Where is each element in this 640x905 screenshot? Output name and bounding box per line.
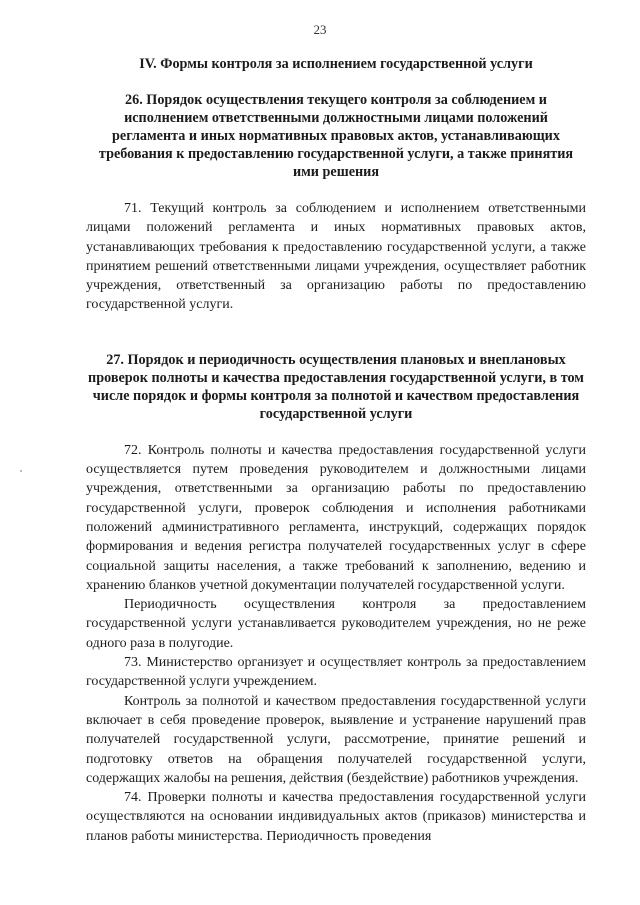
page-number: 23 bbox=[313, 22, 327, 37]
section-title: IV. Формы контроля за исполнением государственной услуги bbox=[139, 56, 533, 72]
paragraph-74: 74. Проверки полноты и качества предоставления государственной услуги осуществляются на основании индивидуальных актов (приказов) министерства и планов работы министерства. Периодичность проведения bbox=[86, 790, 586, 844]
subsection-heading-26: 26. Порядок осуществления текущего контроля за соблюдением и исполнением ответственными должностными лицами положений регламента и иных нормативных правовых актов, устанавливающих требования к предоставлению государственной услуги, а также принятия ими решения bbox=[98, 92, 574, 180]
paragraph-control-scope: Контроль за полнотой и качеством предоставления государственной услуги включает в себя проведение проверок, выявление и устранение нарушений прав получателей государственной услуги, рассмотрение, принятие решений и подготовку ответов на обращения получателей государственной услуги, содержащих жалобы на решения, действия (бездействие) работников учреждения. bbox=[86, 693, 586, 786]
scan-speck bbox=[20, 470, 22, 472]
paragraph-72: 72. Контроль полноты и качества предоставления государственной услуги осуществляется путем проведения руководителем и должностными лицами учреждения, ответственными за организацию работы по предоставлению государственной услуги, проверок соблюдения и исполнения работниками положений административного регламента, инструкций, содержащих порядок формирования и ведения регистра получателей государственных услуг в сфере социальной защиты населения, а также требований к заполнению, ведению и хранению бланков учетной документации получателей государственной услуги. bbox=[86, 442, 586, 593]
paragraph-periodicity: Периодичность осуществления контроля за предоставлением государственной услуги устанавливается руководителем учреждения, но не реже одного раза в полугодие. bbox=[86, 597, 586, 651]
document-body bbox=[86, 55, 586, 846]
paragraph-73: 73. Министерство организует и осуществляет контроль за предоставлением государственной услуги учреждением. bbox=[86, 655, 586, 690]
subsection-heading-27: 27. Порядок и периодичность осуществления плановых и внеплановых проверок полноты и качества предоставления государственной услуги, в том числе порядок и формы контроля за полнотой и качеством предоставления государственной услуги bbox=[88, 351, 584, 422]
paragraph-71: 71. Текущий контроль за соблюдением и исполнением ответственными лицами положений регламента и иных нормативных правовых актов, устанавливающих требования к предоставлению государственной услуги, а также принятием решений ответственными лицами учреждения, осуществляет работник учреждения, ответственный за организацию работы по предоставлению государственной услуги. bbox=[86, 201, 586, 313]
